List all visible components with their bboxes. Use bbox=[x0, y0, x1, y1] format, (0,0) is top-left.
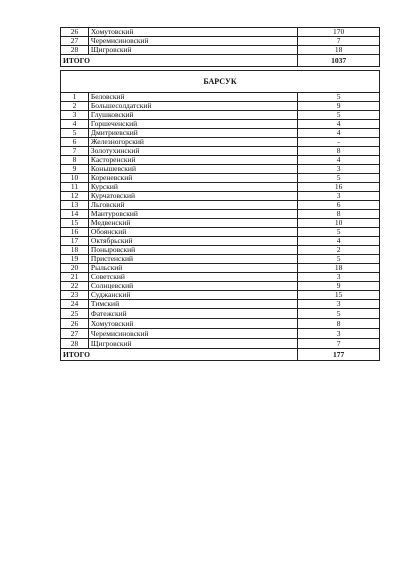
table-row bbox=[61, 264, 380, 273]
table-row bbox=[61, 138, 380, 147]
district-name: Большесолдатский bbox=[88, 102, 297, 111]
row-number: 26 bbox=[61, 28, 89, 37]
district-name: Дмитриевский bbox=[88, 129, 297, 138]
row-number: 28 bbox=[61, 339, 89, 349]
total-row bbox=[61, 349, 380, 361]
row-number: 10 bbox=[61, 174, 89, 183]
district-name: Пристенский bbox=[88, 255, 297, 264]
table-row bbox=[61, 28, 380, 37]
count-value: 8 bbox=[298, 210, 380, 219]
row-number: 8 bbox=[61, 156, 89, 165]
row-number: 18 bbox=[61, 246, 89, 255]
row-number: 1 bbox=[61, 93, 89, 102]
row-number: 12 bbox=[61, 192, 89, 201]
district-name: Хомутовский bbox=[88, 28, 297, 37]
district-name: Фатежский bbox=[88, 309, 297, 319]
count-value: 5 bbox=[298, 174, 380, 183]
count-value: - bbox=[298, 138, 380, 147]
district-name: Курчатовский bbox=[88, 192, 297, 201]
total-value: 177 bbox=[298, 349, 380, 361]
row-number: 27 bbox=[61, 37, 89, 46]
district-name: Суджанский bbox=[88, 291, 297, 300]
count-value: 7 bbox=[298, 339, 380, 349]
row-number: 5 bbox=[61, 129, 89, 138]
row-number: 11 bbox=[61, 183, 89, 192]
table-row bbox=[61, 192, 380, 201]
count-value: 18 bbox=[298, 264, 380, 273]
row-number: 17 bbox=[61, 237, 89, 246]
table-row bbox=[61, 329, 380, 339]
row-number: 19 bbox=[61, 255, 89, 264]
row-number: 21 bbox=[61, 273, 89, 282]
table-row bbox=[61, 174, 380, 183]
count-value: 4 bbox=[298, 156, 380, 165]
district-name: Мантуровский bbox=[88, 210, 297, 219]
row-number: 23 bbox=[61, 291, 89, 300]
count-value: 4 bbox=[298, 237, 380, 246]
total-label: ИТОГО bbox=[61, 55, 298, 67]
count-value: 6 bbox=[298, 201, 380, 210]
table-row bbox=[61, 183, 380, 192]
count-value: 5 bbox=[298, 111, 380, 120]
table-row bbox=[61, 273, 380, 282]
district-name: Касторенский bbox=[88, 156, 297, 165]
count-value: 4 bbox=[298, 129, 380, 138]
table-row bbox=[61, 246, 380, 255]
count-value: 8 bbox=[298, 319, 380, 329]
count-value: 9 bbox=[298, 102, 380, 111]
row-number: 9 bbox=[61, 165, 89, 174]
district-name: Горшеченский bbox=[88, 120, 297, 129]
count-value: 5 bbox=[298, 228, 380, 237]
district-name: Рыльский bbox=[88, 264, 297, 273]
row-number: 6 bbox=[61, 138, 89, 147]
district-name: Черемисиновский bbox=[88, 329, 297, 339]
row-number: 22 bbox=[61, 282, 89, 291]
district-name: Курский bbox=[88, 183, 297, 192]
district-name: Советский bbox=[88, 273, 297, 282]
section-title: БАРСУК bbox=[61, 71, 380, 93]
count-value: 15 bbox=[298, 291, 380, 300]
table-row bbox=[61, 111, 380, 120]
table-row bbox=[61, 255, 380, 264]
table-row bbox=[61, 219, 380, 228]
count-value: 3 bbox=[298, 273, 380, 282]
table-row bbox=[61, 102, 380, 111]
district-name: Поныровский bbox=[88, 246, 297, 255]
district-name: Льговский bbox=[88, 201, 297, 210]
main-table bbox=[60, 70, 380, 361]
count-value: 10 bbox=[298, 219, 380, 228]
row-number: 2 bbox=[61, 102, 89, 111]
district-name: Конышевский bbox=[88, 165, 297, 174]
district-name: Железногорский bbox=[88, 138, 297, 147]
table-row bbox=[61, 156, 380, 165]
count-value: 3 bbox=[298, 300, 380, 309]
district-name: Черемисиновский bbox=[88, 37, 297, 46]
count-value: 5 bbox=[298, 255, 380, 264]
count-value: 7 bbox=[298, 37, 380, 46]
table-row bbox=[61, 201, 380, 210]
row-number: 26 bbox=[61, 319, 89, 329]
district-name: Октябрьский bbox=[88, 237, 297, 246]
district-name: Глушковский bbox=[88, 111, 297, 120]
count-value: 3 bbox=[298, 329, 380, 339]
section-header-row bbox=[61, 71, 380, 93]
row-number: 25 bbox=[61, 309, 89, 319]
table-row bbox=[61, 319, 380, 329]
district-name: Хомутовский bbox=[88, 319, 297, 329]
count-value: 4 bbox=[298, 120, 380, 129]
district-name: Щигровский bbox=[88, 339, 297, 349]
count-value: 2 bbox=[298, 246, 380, 255]
row-number: 13 bbox=[61, 201, 89, 210]
row-number: 16 bbox=[61, 228, 89, 237]
row-number: 14 bbox=[61, 210, 89, 219]
main-table-body bbox=[61, 71, 380, 361]
row-number: 24 bbox=[61, 300, 89, 309]
count-value: 8 bbox=[298, 147, 380, 156]
table-row bbox=[61, 228, 380, 237]
table-row bbox=[61, 339, 380, 349]
top-table bbox=[60, 27, 380, 67]
row-number: 3 bbox=[61, 111, 89, 120]
table-row bbox=[61, 165, 380, 174]
row-number: 15 bbox=[61, 219, 89, 228]
count-value: 3 bbox=[298, 165, 380, 174]
count-value: 3 bbox=[298, 192, 380, 201]
table-row bbox=[61, 210, 380, 219]
district-name: Беловский bbox=[88, 93, 297, 102]
table-row bbox=[61, 37, 380, 46]
table-row bbox=[61, 282, 380, 291]
table-row bbox=[61, 300, 380, 309]
table-row bbox=[61, 93, 380, 102]
table-row bbox=[61, 237, 380, 246]
total-label: ИТОГО bbox=[61, 349, 298, 361]
row-number: 28 bbox=[61, 46, 89, 55]
row-number: 4 bbox=[61, 120, 89, 129]
count-value: 5 bbox=[298, 309, 380, 319]
count-value: 9 bbox=[298, 282, 380, 291]
total-value: 1037 bbox=[298, 55, 380, 67]
row-number: 7 bbox=[61, 147, 89, 156]
count-value: 170 bbox=[298, 28, 380, 37]
row-number: 27 bbox=[61, 329, 89, 339]
district-name: Тимский bbox=[88, 300, 297, 309]
table-row bbox=[61, 46, 380, 55]
count-value: 5 bbox=[298, 93, 380, 102]
district-name: Медвенский bbox=[88, 219, 297, 228]
count-value: 18 bbox=[298, 46, 380, 55]
top-table-body bbox=[61, 28, 380, 67]
district-name: Солнцевский bbox=[88, 282, 297, 291]
total-row bbox=[61, 55, 380, 67]
table-row bbox=[61, 120, 380, 129]
district-name: Щигровский bbox=[88, 46, 297, 55]
row-number: 20 bbox=[61, 264, 89, 273]
count-value: 16 bbox=[298, 183, 380, 192]
table-row bbox=[61, 129, 380, 138]
table-row bbox=[61, 147, 380, 156]
district-name: Кореневский bbox=[88, 174, 297, 183]
table-row bbox=[61, 291, 380, 300]
table-row bbox=[61, 309, 380, 319]
district-name: Золотухинский bbox=[88, 147, 297, 156]
district-name: Обоянский bbox=[88, 228, 297, 237]
